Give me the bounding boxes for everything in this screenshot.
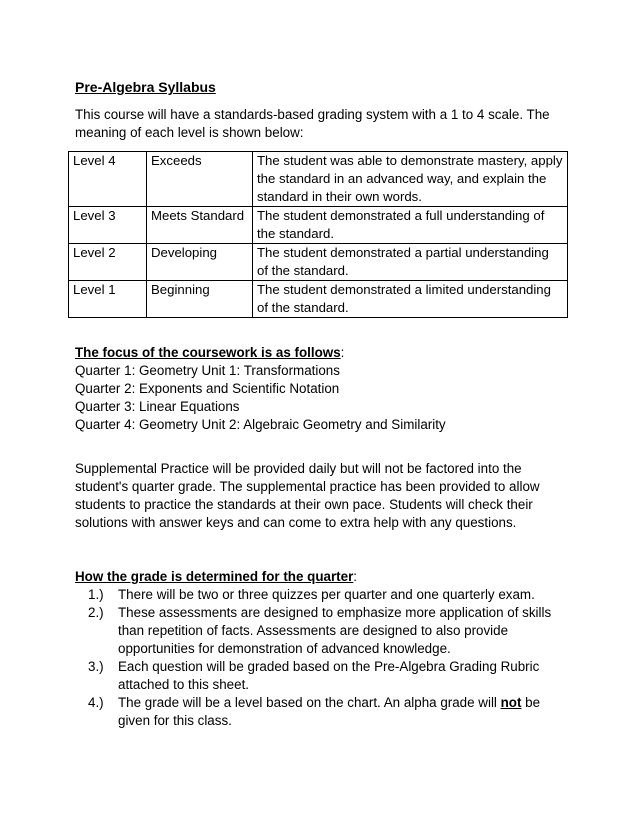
focus-heading bbox=[75, 344, 344, 362]
table-row bbox=[69, 207, 568, 244]
quarter-list bbox=[75, 362, 446, 434]
supplemental-paragraph: Supplemental Practice will be provided daily but will not be factored into the student's quarter grade. The supplemental practice has been provided to allow students to practice the standards at their own pace. Students will check their solutions with answer keys and can come to extra help with any questions. bbox=[75, 461, 540, 530]
list-item-text-before: The grade will be a level based on the chart. An alpha grade will bbox=[118, 695, 501, 710]
focus-heading-text: The focus of the coursework is as follows bbox=[75, 345, 341, 360]
level-description-cell: The student demonstrated a limited understanding of the standard. bbox=[253, 281, 568, 318]
level-cell: Level 3 bbox=[69, 207, 147, 244]
table-row bbox=[69, 281, 568, 318]
list-item: Quarter 3: Linear Equations bbox=[75, 399, 240, 414]
list-item-text: These assessments are designed to emphasize more application of skills than repetition of facts. Assessments are designed to also provide opportunities for demonstration of advanced knowledge. bbox=[118, 605, 552, 656]
level-name-cell: Meets Standard bbox=[147, 207, 253, 244]
list-item-number: 1.) bbox=[88, 587, 104, 602]
intro-paragraph: This course will have a standards-based grading system with a 1 to 4 scale. The meaning of each level is shown below: bbox=[75, 107, 550, 140]
level-name-cell: Exceeds bbox=[147, 152, 253, 207]
list-item-number: 3.) bbox=[88, 659, 104, 674]
list-item-number: 4.) bbox=[88, 695, 104, 710]
list-item bbox=[88, 586, 558, 604]
levels-table bbox=[68, 151, 568, 318]
page-title: Pre-Algebra Syllabus bbox=[75, 79, 216, 95]
table-row bbox=[69, 152, 568, 207]
level-cell: Level 2 bbox=[69, 244, 147, 281]
level-name-cell: Beginning bbox=[147, 281, 253, 318]
list-item bbox=[88, 658, 558, 694]
grade-list bbox=[88, 586, 558, 730]
not-emphasis: not bbox=[500, 695, 522, 710]
level-cell: Level 1 bbox=[69, 281, 147, 318]
level-description-cell: The student demonstrated a full understanding of the standard. bbox=[253, 207, 568, 244]
focus-heading-colon: : bbox=[340, 345, 345, 360]
list-item: Quarter 4: Geometry Unit 2: Algebraic Geometry and Similarity bbox=[75, 417, 446, 432]
list-item-text: Each question will be graded based on the Pre-Algebra Grading Rubric attached to this sheet. bbox=[118, 659, 540, 692]
list-item-text bbox=[118, 694, 558, 730]
list-item: Quarter 2: Exponents and Scientific Notation bbox=[75, 381, 340, 396]
level-name-cell: Developing bbox=[147, 244, 253, 281]
grade-heading-text: How the grade is determined for the quarter bbox=[75, 569, 354, 584]
list-item: Quarter 1: Geometry Unit 1: Transformations bbox=[75, 363, 340, 378]
list-item bbox=[88, 604, 558, 658]
list-item-number: 2.) bbox=[88, 605, 104, 620]
list-item bbox=[88, 694, 558, 730]
list-item-text: There will be two or three quizzes per quarter and one quarterly exam. bbox=[118, 587, 535, 602]
list-item-text-after: be given for this class. bbox=[118, 695, 541, 728]
grade-heading bbox=[75, 568, 357, 586]
table-row bbox=[69, 244, 568, 281]
level-description-cell: The student was able to demonstrate mastery, apply the standard in an advanced way, and explain the standard in their own words. bbox=[253, 152, 568, 207]
level-description-cell: The student demonstrated a partial understanding of the standard. bbox=[253, 244, 568, 281]
grade-heading-colon: : bbox=[353, 569, 358, 584]
level-cell: Level 4 bbox=[69, 152, 147, 207]
